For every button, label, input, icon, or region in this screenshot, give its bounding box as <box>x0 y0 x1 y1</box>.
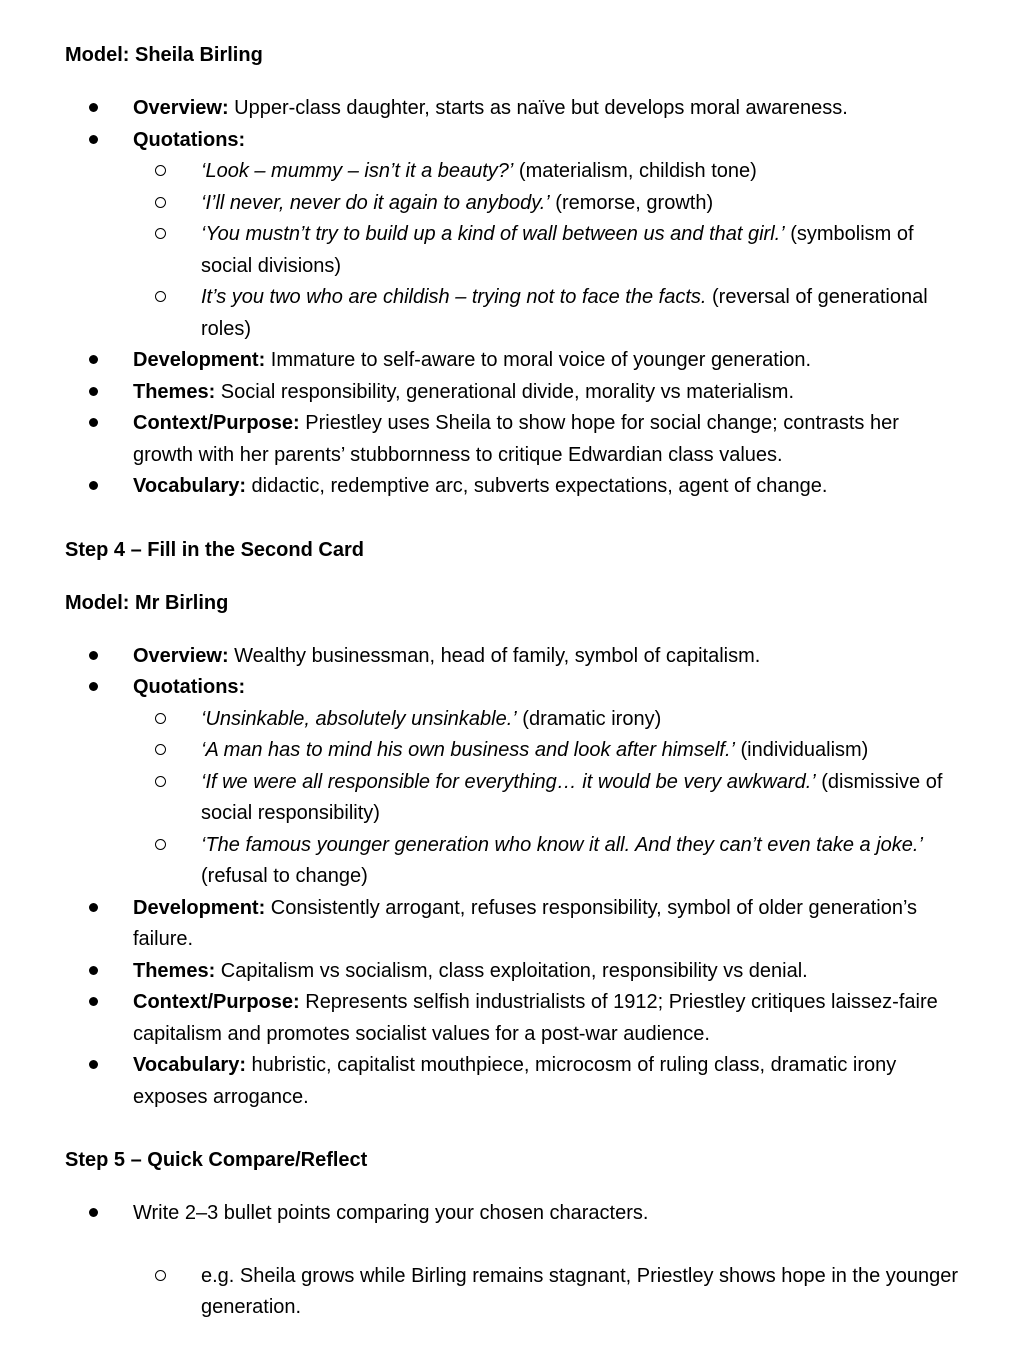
development-text: Immature to self-aware to moral voice of younger generation. <box>265 349 812 371</box>
instruction-text: Write 2–3 bullet points comparing your chosen characters. <box>133 1202 649 1224</box>
overview-text: Upper-class daughter, starts as naïve but develops moral awareness. <box>228 97 848 119</box>
sheila-themes <box>65 377 964 409</box>
quote-item <box>133 735 964 767</box>
context-label: Context/Purpose: <box>133 991 300 1013</box>
overview-label: Overview: <box>133 644 229 667</box>
quote-note: (dismissive of social responsibility) <box>201 770 943 824</box>
development-label: Development: <box>133 349 266 371</box>
mrbirling-themes <box>65 956 964 988</box>
themes-label: Themes: <box>133 959 216 982</box>
quote-text: ‘Look – mummy – isn’t it a beauty?’ <box>201 160 514 182</box>
quotations-label: Quotations: <box>133 128 246 151</box>
quote-text: ‘Unsinkable, absolutely unsinkable.’ <box>201 707 517 730</box>
sheila-heading: Model: Sheila Birling <box>65 44 263 66</box>
quote-text: ‘If we were all responsible for everything… it would be very awkward.’ <box>201 770 816 793</box>
mrbirling-development <box>65 893 964 956</box>
step4-heading: Step 4 – Fill in the Second Card <box>65 538 364 561</box>
vocabulary-label: Vocabulary: <box>133 475 246 497</box>
sheila-overview <box>65 93 964 125</box>
quote-text: ‘I’ll never, never do it again to anybody.’ <box>201 191 550 214</box>
mrbirling-overview <box>65 641 964 673</box>
themes-text: Capitalism vs socialism, class exploitation, responsibility vs denial. <box>215 959 808 982</box>
quote-text: ‘The famous younger generation who know it all. And they can’t even take a joke.’ <box>201 833 923 856</box>
development-text: Consistently arrogant, refuses responsibility, symbol of older generation’s failure. <box>133 896 918 950</box>
themes-label: Themes: <box>133 380 216 403</box>
quote-note: (symbolism of social divisions) <box>201 223 914 277</box>
quote-item <box>133 156 964 188</box>
overview-label: Overview: <box>133 97 229 119</box>
mrbirling-quotes-list <box>133 704 964 893</box>
quote-item <box>133 219 964 282</box>
quote-note: (remorse, growth) <box>549 191 714 214</box>
mrbirling-heading: Model: Mr Birling <box>65 591 229 614</box>
step5-example-list <box>133 1261 964 1324</box>
sheila-development <box>65 345 964 377</box>
quotations-label: Quotations: <box>133 676 246 698</box>
sheila-list <box>65 93 964 503</box>
quote-text: ‘You mustn’t try to build up a kind of wall between us and that girl.’ <box>201 223 785 245</box>
quote-item <box>133 704 964 736</box>
example-text: e.g. Sheila grows while Birling remains stagnant, Priestley shows hope in the younger generation. <box>201 1264 959 1318</box>
mrbirling-quotations <box>65 672 964 893</box>
sheila-context <box>65 408 964 471</box>
context-label: Context/Purpose: <box>133 412 300 434</box>
quote-note: (individualism) <box>734 739 869 761</box>
sheila-quotations <box>65 125 964 346</box>
quote-note: (materialism, childish tone) <box>513 160 757 182</box>
step5-heading: Step 5 – Quick Compare/Reflect <box>65 1149 368 1171</box>
development-label: Development: <box>133 896 266 919</box>
quote-item <box>133 767 964 830</box>
example-item <box>133 1261 964 1324</box>
vocabulary-text: hubristic, capitalist mouthpiece, microcosm of ruling class, dramatic irony exposes arrogance. <box>133 1054 897 1108</box>
mrbirling-vocabulary <box>65 1050 964 1113</box>
sheila-quotes-list <box>133 156 964 345</box>
quote-item <box>133 830 964 893</box>
quote-note: (refusal to change) <box>201 865 368 887</box>
mrbirling-context <box>65 987 964 1050</box>
quote-note: (dramatic irony) <box>516 707 662 730</box>
overview-text: Wealthy businessman, head of family, symbol of capitalism. <box>228 644 761 667</box>
themes-text: Social responsibility, generational divide, morality vs materialism. <box>215 380 794 403</box>
quote-note: (reversal of generational roles) <box>201 286 928 340</box>
context-text: Priestley uses Sheila to show hope for social change; contrasts her growth with her parents’ stubbornness to critique Edwardian class values. <box>133 412 899 466</box>
sheila-vocabulary <box>65 471 964 503</box>
quote-item <box>133 188 964 220</box>
context-text: Represents selfish industrialists of 1912; Priestley critiques laissez-faire capitalism and promotes socialist values for a post-war audience. <box>133 991 938 1045</box>
quote-item <box>133 282 964 345</box>
quote-text: It’s you two who are childish – trying not to face the facts. <box>201 286 707 308</box>
vocabulary-label: Vocabulary: <box>133 1054 246 1076</box>
step5-instruction <box>65 1198 964 1324</box>
mrbirling-list <box>65 641 964 1114</box>
vocabulary-text: didactic, redemptive arc, subverts expectations, agent of change. <box>246 475 828 497</box>
step5-list <box>65 1198 964 1324</box>
quote-text: ‘A man has to mind his own business and look after himself.’ <box>201 739 735 761</box>
